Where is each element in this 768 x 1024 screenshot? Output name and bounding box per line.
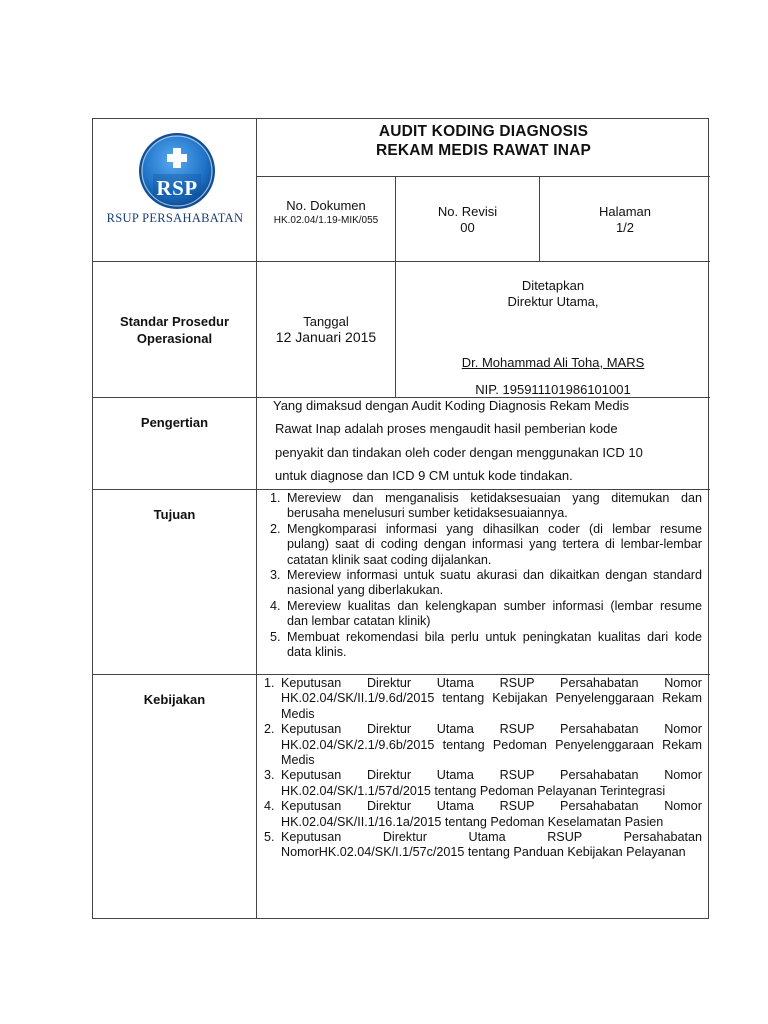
divider [256,176,710,177]
spo-label-line1: Standar Prosedur [119,314,230,329]
list-item-text: Keputusan Direktur Utama RSUP Persahabatan Nomor HK.02.04/SK/II.1/9.6d/2015 tentang Kebijakan Penyelenggaraan Rekam Medis [281,676,702,721]
list-item-text: Keputusan Direktur Utama RSUP Persahabatan NomorHK.02.04/SK/I.1/57c/2015 tentang Panduan Kebijakan Pelayanan [281,830,702,860]
pengertian-text-line: untuk diagnose dan ICD 9 CM untuk kode tindakan. [275,468,573,483]
no-revisi-label: No. Revisi [437,204,498,219]
no-dokumen-label: No. Dokumen [286,198,366,213]
list-item-text: Keputusan Direktur Utama RSUP Persahabatan Nomor HK.02.04/SK/2.1/9.6b/2015 tentang Pedoman Penyelenggaraan Rekam Medis [281,722,702,768]
list-item [270,522,702,568]
list-item-text: Mereview kualitas dan kelengkapan sumber informasi (lembar resume dan lembar catatan klinik) [287,598,702,629]
list-number: 2. [264,722,275,737]
divider [93,489,710,490]
halaman-value: 1/2 [615,220,635,235]
list-item-text: Mengkomparasi informasi yang dihasilkan coder (di lembar resume pulang) saat di coding dengan informasi yang tertera di lembar-lembar catatan klinik saat coding dijalankan. [287,521,702,567]
tanggal-value: 12 Januari 2015 [275,329,377,345]
pengertian-text-line: Rawat Inap adalah proses mengaudit hasil pemberian kode [275,421,618,436]
list-item [264,799,702,830]
list-item-text: Keputusan Direktur Utama RSUP Persahabatan Nomor HK.02.04/SK/II.1/16.1a/2015 tentang Pedoman Keselamatan Pasien [281,799,702,829]
direktur-utama-label: Direktur Utama, [507,294,599,309]
list-number: 4. [264,799,275,814]
divider [93,261,710,262]
list-number: 3. [264,768,275,783]
pengertian-text-line: penyakit dan tindakan oleh coder dengan menggunakan ICD 10 [275,445,643,460]
list-item-text: Mereview dan menganalisis ketidaksesuaian yang ditemukan dan berusaha menelusuri sumber ketidaksesuaiannya. [287,491,702,521]
tujuan-list [270,491,702,660]
list-item [270,599,702,630]
spo-label-line2: Operasional [136,331,213,346]
pengertian-label: Pengertian [140,415,209,430]
signatory-name: Dr. Mohammad Ali Toha, MARS [461,355,645,370]
list-number: 1. [264,676,275,690]
pengertian-text-line: Yang dimaksud dengan Audit Koding Diagnosis Rekam Medis [273,398,630,413]
kebijakan-label: Kebijakan [143,692,206,707]
document-title-line2: REKAM MEDIS RAWAT INAP [375,142,592,159]
list-number: 5. [270,629,281,644]
list-item [264,676,702,722]
divider [93,674,710,675]
list-item-text: Mereview informasi untuk suatu akurasi dan dikaitkan dengan standard nasional yang diberlakukan. [287,568,702,598]
list-number: 3. [270,568,281,583]
list-number: 2. [270,521,281,536]
list-item [264,722,702,768]
list-number: 1. [270,491,281,505]
list-item [270,568,702,599]
logo-text: RSP [156,176,198,200]
list-number: 5. [264,830,275,845]
signatory-nip: NIP. 195911101986101001 [475,382,631,397]
hospital-logo [93,119,257,261]
list-item [264,768,702,799]
sop-document [92,118,709,919]
halaman-label: Halaman [598,204,652,219]
hospital-name: RSUP PERSAHABATAN [106,211,244,225]
kebijakan-list [264,676,702,861]
ditetapkan-label: Ditetapkan [521,278,585,293]
list-number: 4. [270,598,281,613]
list-item-text: Membuat rekomendasi bila perlu untuk peningkatan kualitas dari kode data klinis. [287,629,702,660]
tanggal-label: Tanggal [303,314,349,329]
document-title-line1: AUDIT KODING DIAGNOSIS [378,123,589,140]
no-revisi-value: 00 [460,220,475,235]
no-dokumen-value: HK.02.04/1.19-MIK/055 [273,215,379,226]
divider [539,176,540,262]
list-item [264,830,702,861]
list-item [270,630,702,661]
tujuan-label: Tujuan [153,507,196,522]
list-item [270,491,702,522]
list-item-text: Keputusan Direktur Utama RSUP Persahabatan Nomor HK.02.04/SK/1.1/57d/2015 tentang Pedoman Pelayanan Terintegrasi [281,768,702,798]
